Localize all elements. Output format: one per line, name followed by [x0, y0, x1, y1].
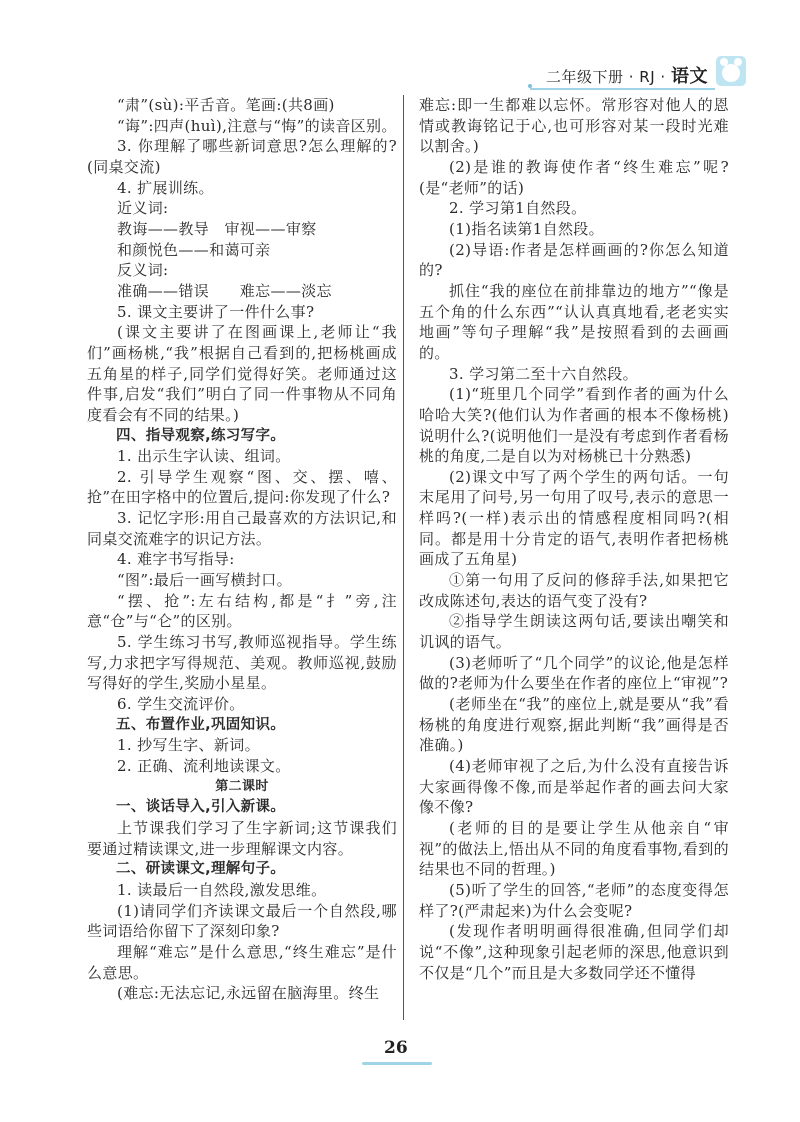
- section-heading: 二、研读课文,理解句子。: [116, 861, 286, 878]
- header-grade: 二年级下册 · RJ ·: [546, 68, 671, 86]
- paragraph: (4)老师审视了之后,为什么没有直接告诉大家画得像不像,而是举起作者的画去问大家像不像?: [419, 757, 729, 817]
- paragraph: 和颜悦色——和蔼可亲: [117, 240, 271, 259]
- header-subject: 语文: [670, 66, 708, 87]
- paragraph: 反义词:: [117, 261, 169, 280]
- paragraph: 5. 课文主要讲了一件什么事?: [117, 302, 315, 321]
- left-column: [87, 95, 397, 1004]
- page-number: 26: [384, 1038, 408, 1058]
- paragraph: 5. 学生练习书写,教师巡视指导。学生练写,力求把字写得规范、美观。教师巡视,鼓励写得好的学生,奖励小星星。: [87, 633, 397, 693]
- bear-icon: [716, 56, 746, 86]
- paragraph: (2)导语:作者是怎样画画的?你怎么知道的?: [419, 240, 729, 280]
- paragraph: ①第一句用了反问的修辞手法,如果把它改成陈述句,表达的语气变了没有?: [419, 571, 729, 610]
- section-heading: 四、指导观察,练习写字。: [116, 427, 286, 444]
- section-heading: 一、谈话导入,引入新课。: [116, 799, 286, 816]
- paragraph: 1. 出示生字认读、组词。: [117, 447, 291, 466]
- paragraph: (老师坐在“我”的座位上,就是要从“我”看杨桃的角度进行观察,据此判断“我”画得是否准确。): [419, 695, 729, 755]
- paragraph: 4. 扩展训练。: [117, 178, 214, 197]
- paragraph: 难忘:即一生都难以忘怀。常形容对他人的恩情或教诲铭记于心,也可形容对某一段时光难以割舍。): [419, 96, 729, 156]
- header-title: [546, 62, 708, 88]
- paragraph: 3. 你理解了哪些新词意思?怎么理解的?(同桌交流): [87, 137, 397, 176]
- paragraph: (3)老师听了“几个同学”的议论,他是怎样做的?老师为什么要坐在作者的座位上“审视”?: [419, 653, 729, 693]
- paragraph: (老师的目的是要让学生从他亲自“审视”的做法上,悟出从不同的角度看事物,看到的结果也不同的哲理。): [419, 818, 729, 879]
- paragraph: 教诲——教导 审视——审察: [117, 219, 317, 238]
- paragraph: (发现作者明明画得很准确,但同学们却说“不像”,这种现象引起老师的深思,他意识到不仅是“几个”而且是大多数同学还不懂得: [419, 922, 729, 982]
- paragraph: (2)课文中写了两个学生的两句话。一句末尾用了问号,另一句用了叹号,表示的意思一样吗?(一样)表示出的情感程度相同吗?(相同。都是用十分肯定的语气,表明作者把杨桃画成了五角星): [419, 467, 729, 569]
- paragraph: 2. 引导学生观察“图、交、摆、嘻、抢”在田字格中的位置后,提问:你发现了什么?: [87, 467, 397, 507]
- paragraph: 3. 学习第二至十六自然段。: [449, 364, 638, 383]
- running-header: [520, 52, 765, 94]
- column-divider: [403, 95, 404, 1020]
- paragraph: 1. 读最后一自然段,激发思维。: [117, 880, 327, 899]
- paragraph: 理解“难忘”是什么意思,“终生难忘”是什么意思。: [87, 942, 397, 982]
- paragraph: 上节课我们学习了生字新词;这节课我们要通过精读课文,进一步理解课文内容。: [87, 818, 397, 858]
- paragraph: 1. 抄写生字、新词。: [117, 736, 260, 755]
- paragraph: (难忘:无法忘记,永远留在脑海里。终生: [117, 984, 380, 1003]
- lesson-heading: 第二课时: [215, 778, 269, 794]
- paragraph: (2)是谁的教诲使作者“终生难忘”呢?(是“老师”的话): [419, 157, 729, 197]
- paragraph: ②指导学生朗读这两句话,要读出嘲笑和讥讽的语气。: [419, 612, 729, 652]
- paragraph: “图”:最后一画写横封口。: [117, 571, 292, 590]
- section-heading: 五、布置作业,巩固知识。: [116, 716, 286, 733]
- paragraph: 3. 记忆字形:用自己最喜欢的方法识记,和同桌交流难字的识记方法。: [87, 509, 397, 548]
- paragraph: (课文主要讲了在图画课上,老师让“我们”画杨桃,“我”根据自己看到的,把杨桃画成五角星的样子,同学们觉得好笑。老师通过这件事,启发“我们”明白了同一件事物从不同角度看会有不同的结果。): [87, 323, 397, 424]
- paragraph: 抓住“我的座位在前排靠边的地方”“像是五个角的什么东西”“认认真真地看,老老实实地画”等句子理解“我”是按照看到的去画画的。: [419, 281, 729, 362]
- paragraph: 6. 学生交流评价。: [117, 695, 245, 714]
- paragraph: (1)请同学们齐读课文最后一个自然段,哪些词语给你留下了深刻印象?: [87, 901, 397, 941]
- paragraph: “肃”(sù):平舌音。笔画:(共8画): [117, 96, 335, 114]
- paragraph: 准确——错误 难忘——淡忘: [117, 281, 332, 300]
- paragraph: (1)“班里几个同学”看到作者的画为什么哈哈大笑?(他们认为作者画的根本不像杨桃)说明什么?(说明他们一是没有考虑到作者看杨桃的角度,二是自以为对杨桃已十分熟悉): [419, 385, 729, 466]
- page-number-swoosh: [362, 1062, 432, 1065]
- header-rule: [530, 88, 715, 90]
- paragraph: (5)听了学生的回答,“老师”的态度变得怎样了?(严肃起来)为什么会变呢?: [419, 880, 729, 920]
- paragraph: (1)指名读第1自然段。: [449, 219, 604, 238]
- paragraph: 4. 难字书写指导:: [117, 550, 235, 569]
- paragraph: 近义词:: [117, 199, 169, 218]
- paragraph: “摆、抢”:左右结构,都是“扌”旁,注意“仓”与“仑”的区别。: [87, 591, 397, 631]
- paragraph: 2. 正确、流利地读课文。: [117, 757, 291, 775]
- paragraph: 2. 学习第1自然段。: [449, 199, 587, 218]
- paragraph: “诲”:四声(huì),注意与“悔”的读音区别。: [117, 116, 397, 135]
- right-column: [419, 95, 729, 983]
- bear-face-icon: [722, 64, 740, 82]
